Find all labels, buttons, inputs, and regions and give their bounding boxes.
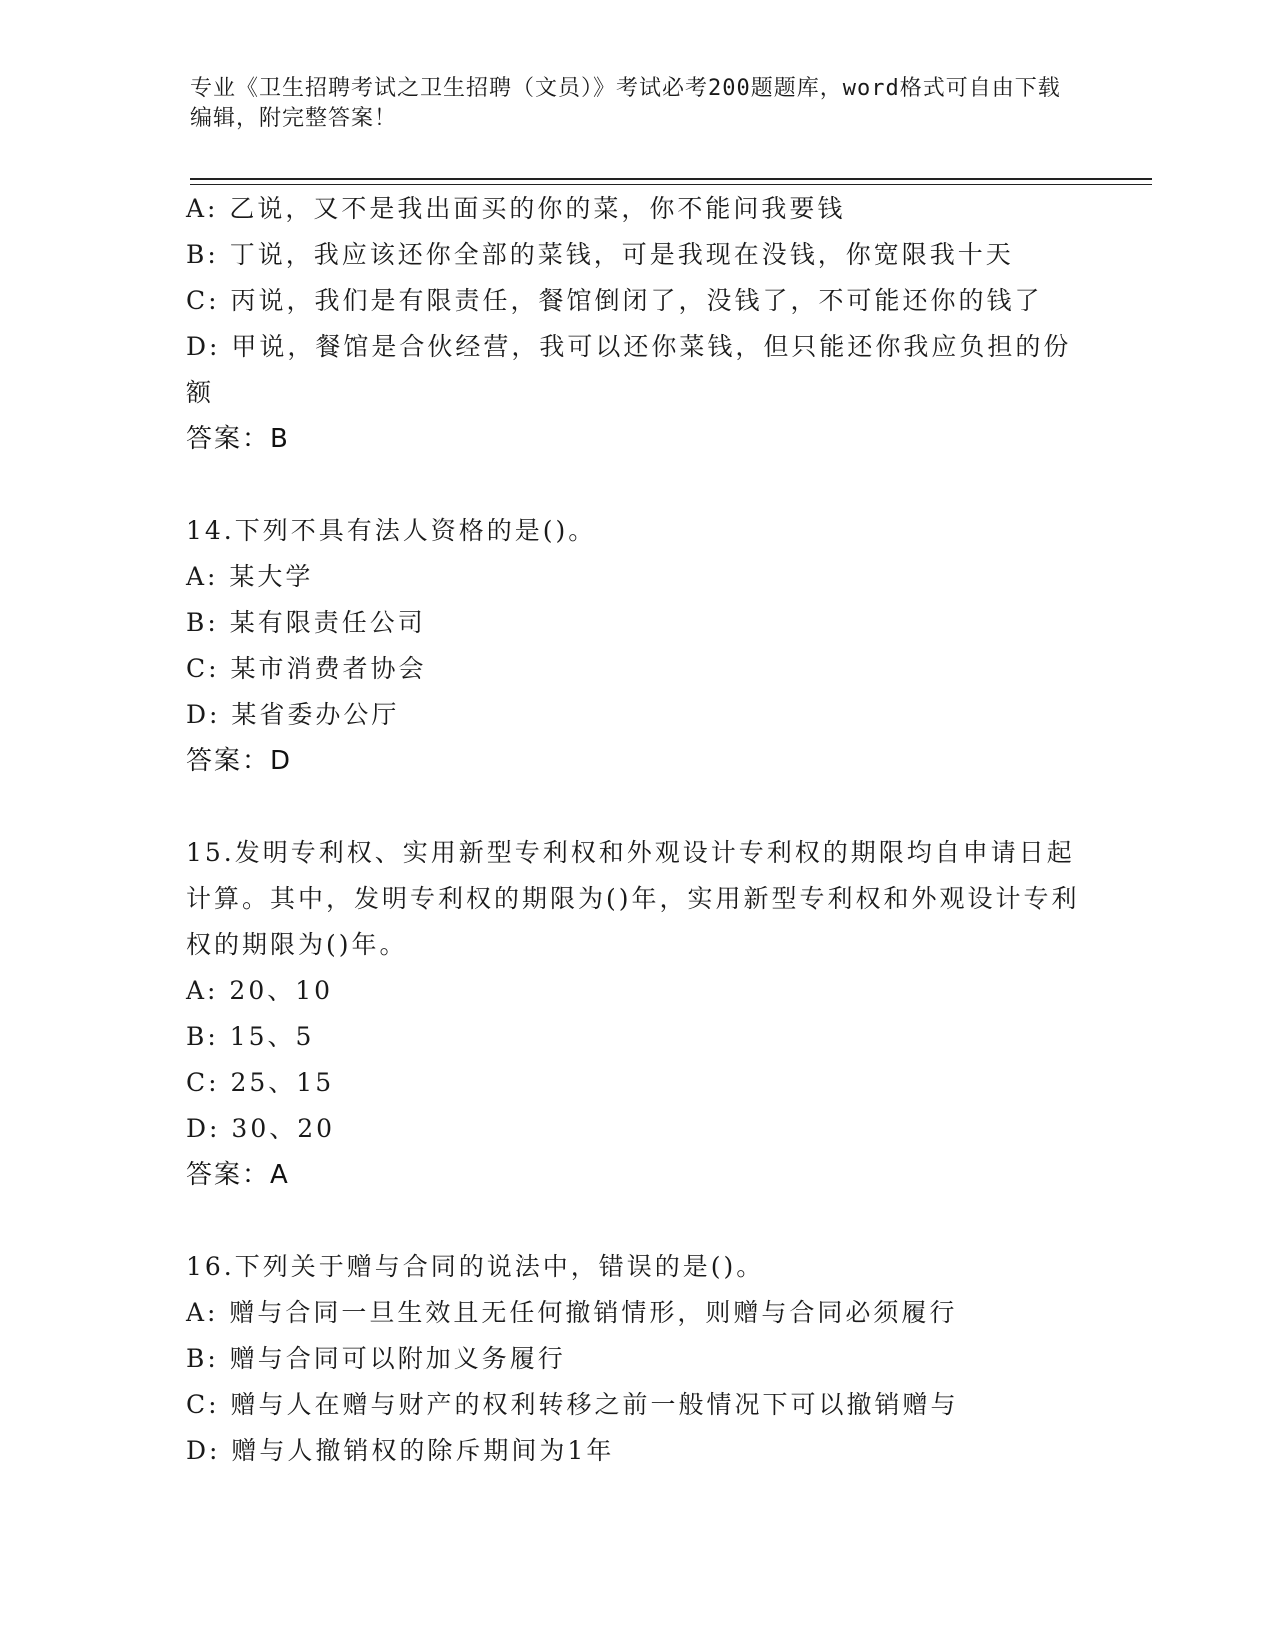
question-16 (186, 1244, 1086, 1474)
question-text: 16.下列关于赠与合同的说法中，错误的是()。 (186, 1252, 765, 1281)
option-a: A: 某大学 (186, 562, 314, 591)
question-13 (186, 186, 1086, 462)
spacer (186, 462, 1086, 508)
question-list (186, 186, 1086, 1474)
option-c: C: 某市消费者协会 (186, 654, 427, 683)
option-d: D: 某省委办公厅 (186, 700, 400, 729)
option-a: A: 乙说，又不是我出面买的你的菜，你不能问我要钱 (186, 194, 846, 223)
option-d: D: 30、20 (186, 1114, 336, 1143)
option-b: B: 丁说，我应该还你全部的菜钱，可是我现在没钱，你宽限我十天 (186, 240, 1014, 269)
option-d: D: 赠与人撤销权的除斥期间为1年 (186, 1436, 615, 1465)
question-15 (186, 830, 1086, 1198)
option-c: C: 赠与人在赠与财产的权利转移之前一般情况下可以撤销赠与 (186, 1390, 959, 1419)
question-text: 14.下列不具有法人资格的是()。 (186, 516, 597, 545)
option-b: B: 15、5 (186, 1022, 315, 1051)
document-title: 专业《卫生招聘考试之卫生招聘（文员）》考试必考200题题库，word格式可自由下载编辑，附完整答案！ (190, 76, 1061, 131)
option-d: D: 甲说，餐馆是合伙经营，我可以还你菜钱，但只能还你我应负担的份额 (186, 332, 1072, 407)
spacer (186, 784, 1086, 830)
option-a: A: 赠与合同一旦生效且无任何撤销情形，则赠与合同必须履行 (186, 1298, 958, 1327)
option-a: A: 20、10 (186, 976, 334, 1005)
answer: 答案：A (186, 1160, 290, 1190)
header-divider-thick (190, 178, 1152, 180)
question-text: 15.发明专利权、实用新型专利权和外观设计专利权的期限均自申请日起计算。其中，发明专利权的期限为()年，实用新型专利权和外观设计专利权的期限为()年。 (186, 838, 1080, 959)
answer: 答案：B (186, 424, 290, 454)
option-b: B: 某有限责任公司 (186, 608, 426, 637)
spacer (186, 1198, 1086, 1244)
question-14 (186, 508, 1086, 784)
option-c: C: 25、15 (186, 1068, 335, 1097)
answer: 答案：D (186, 746, 293, 776)
option-c: C: 丙说，我们是有限责任，餐馆倒闭了，没钱了，不可能还你的钱了 (186, 286, 1043, 315)
header-divider-thin (190, 184, 1152, 185)
option-b: B: 赠与合同可以附加义务履行 (186, 1344, 566, 1373)
